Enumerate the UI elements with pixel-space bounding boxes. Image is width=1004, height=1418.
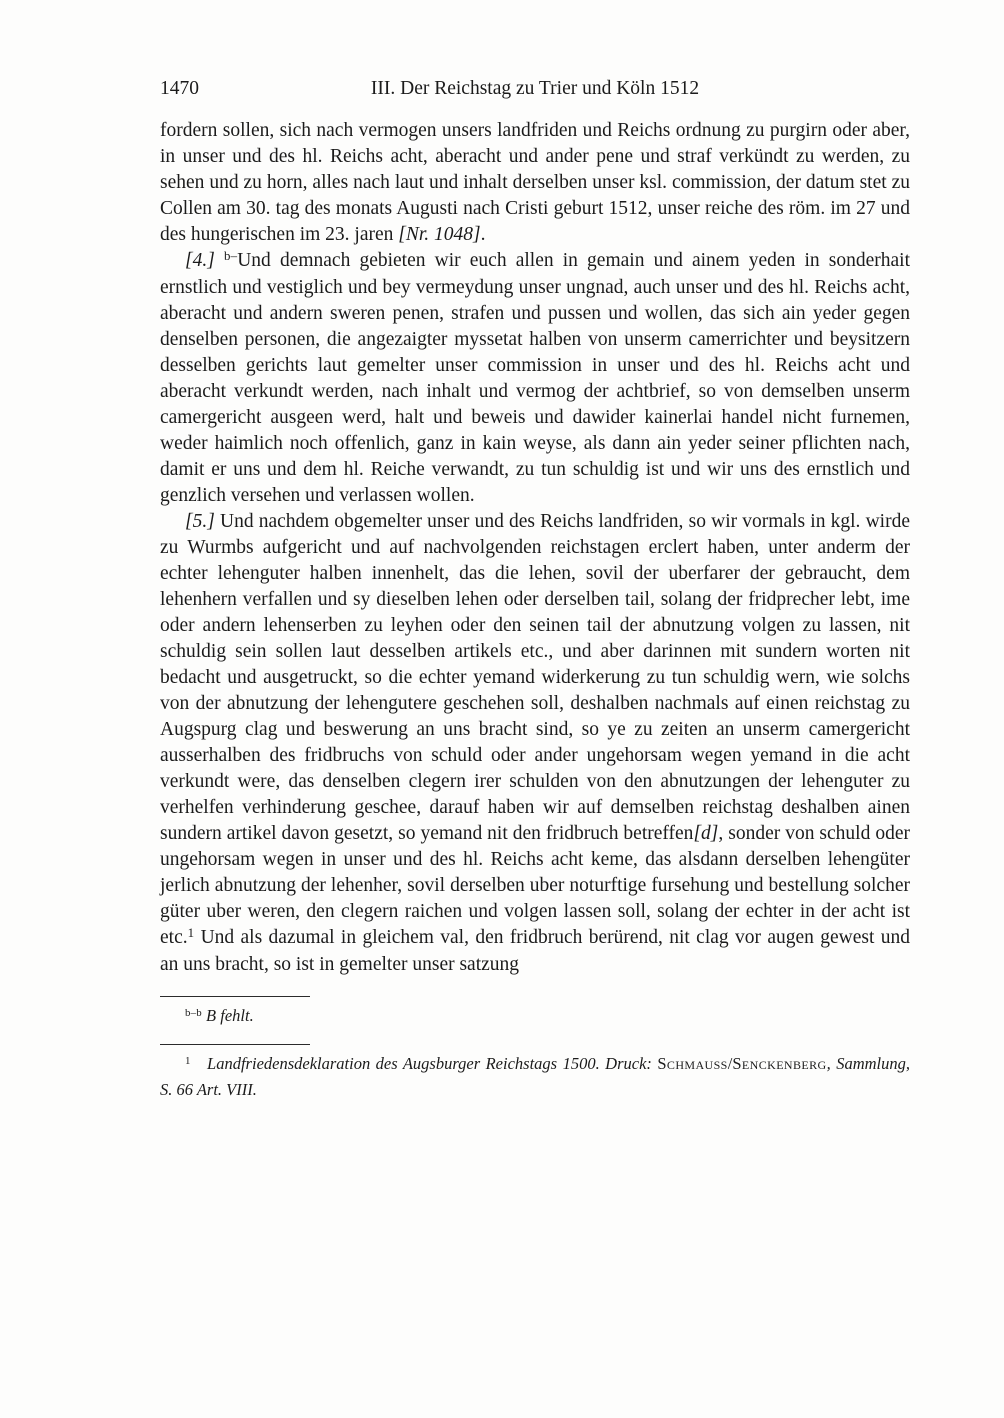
text-run-normal: / xyxy=(727,1054,733,1073)
footnote xyxy=(160,996,910,1030)
body-paragraphs xyxy=(160,118,910,978)
text-run-normal: Und nachdem obgemelter unser und des Reichs landfriden, so wir vormals in kgl. wirde zu Wurmbs aufgericht und auf nachvolgenden reichstagen erclert haben, unter anderm der echter lehenguter halben innenhelt, das die lehen, sovil der uberfarer der gebraucht, dem lehenhern verfallen und sy dieselben lehen oder derselben tail, solang der fridprecher lebt, ime oder andern lehenserben zu leyhen oder den seinen tail der abnutzung volgen zu lassen, nit schuldig sein sollen laut desselben artikels etc., und aber darinnen mit sundern worten nit bedacht und ausgetruckt, so die echter yemand widerkerung zu tun schuldig wern, wie solchs von der abnutzung der lehengutere geschehen soll, deshalben nachmals auf einen reichstag zu Augspurg clag und beswerung an uns bracht sind, so ye zu zeiten an unserm camergericht ausserhalben des fridbruchs von schuld oder ander ungehorsam wegen yemand in die acht verkundt were, das denselben clegern irer schulden von den abnutzungen der lehenguter zu verhelfen verhinderung geschee, darauf haben wir auf demselben reichstag deshalben ainen sundern artikel davon gesetzt, so yemand nit den fridbruch betreffen xyxy=(160,511,910,844)
text-run-sc: Senckenberg xyxy=(732,1054,827,1073)
text-run-super: 1 xyxy=(185,1054,191,1067)
footnote-text xyxy=(160,1004,910,1030)
text-run-super: b– xyxy=(223,248,238,263)
text-run-italic: [5.] xyxy=(185,511,215,532)
text-run-italic: [d] xyxy=(693,823,719,844)
paragraph xyxy=(160,248,910,509)
text-run-italic: Landfriedensdeklaration des Augsburger Reichstags 1500. Druck: xyxy=(207,1054,658,1073)
footnote xyxy=(160,1044,910,1101)
text-run-italic: , Sammlung, S. 66 Art. VIII. xyxy=(160,1054,910,1099)
text-run-italic: [4.] xyxy=(185,250,224,271)
text-run-normal: fordern sollen, sich nach vermogen unsers landfriden und Reichs ordnung zu purgirn oder aber, in unser und des hl. Reichs acht, aberacht und ander pene und straf verkündt zu werden, zu sehen und zu horn, alles nach laut und inhalt derselben unser ksl. commission, der datum stet zu Collen am 30. tag des monats Augusti nach Cristi geburt 1512, unser reiche des röm. im 27 und des hungerischen im 23. jaren xyxy=(160,120,910,245)
text-run-italic: B fehlt. xyxy=(206,1006,254,1025)
running-header xyxy=(160,76,910,102)
footnotes-section xyxy=(160,996,910,1101)
page-number: 1470 xyxy=(160,78,199,99)
text-run-normal: , sonder von schuld oder ungehorsam wegen in unser und des hl. Reichs acht keme, das alsdann derselben lehengüter jerlich abnutzung der lehenher, sovil derselben uber noturftige fursehung und bestellung solcher güter uber weren, den clegern raichen und volgen lassen soll, solang der echter in der acht ist etc. xyxy=(160,823,910,948)
text-run-super: b–b xyxy=(185,1006,202,1019)
footnote-separator-rule xyxy=(160,1044,310,1045)
paragraph xyxy=(160,118,910,248)
footnote-text xyxy=(160,1052,910,1101)
running-header-title: III. Der Reichstag zu Trier und Köln 1512 xyxy=(370,78,700,99)
text-run-super: 1 xyxy=(187,925,195,940)
paragraph xyxy=(160,509,910,978)
text-run-normal: Und als dazumal in gleichem val, den fridbruch berürend, nit clag vor augen gewest und an uns bracht, so ist in gemelter unser satzung xyxy=(160,927,910,975)
footnote-separator-rule xyxy=(160,996,310,997)
text-run-italic: [Nr. 1048] xyxy=(398,224,481,245)
text-run-sc: Schmauss xyxy=(657,1054,728,1073)
text-run-normal: . xyxy=(480,224,486,245)
text-run-normal xyxy=(191,1054,207,1073)
text-run-normal: Und demnach gebieten wir euch allen in gemain und ainem yeden in sonderhait ernstlich und vestiglich und bey vermeydung unser ungnad, auch unser und des hl. Reichs acht, aberacht und andern sweren penen, strafen und pussen und wollen, das sich ain yeder gegen denselben personen, die angezaigter myssetat halben von unserm camerrichter und beysitzern desselben gerichts laut gemelter unser commission in unser und des hl. Reichs acht und aberacht verkundt werden, nach inhalt und vermog der achtbrief, so von demselben unserm camergericht ausgeen werd, halt und beweis und dawider kainerlai handel nicht furnemen, weder haimlich noch offenlich, ganz in kain weyse, als dann ain yeder seiner pflichten nach, damit er uns und dem hl. Reiche verwandt, zu tun schuldig ist und wir uns des ernstlich und genzlich versehen und verlassen wollen. xyxy=(160,250,910,506)
